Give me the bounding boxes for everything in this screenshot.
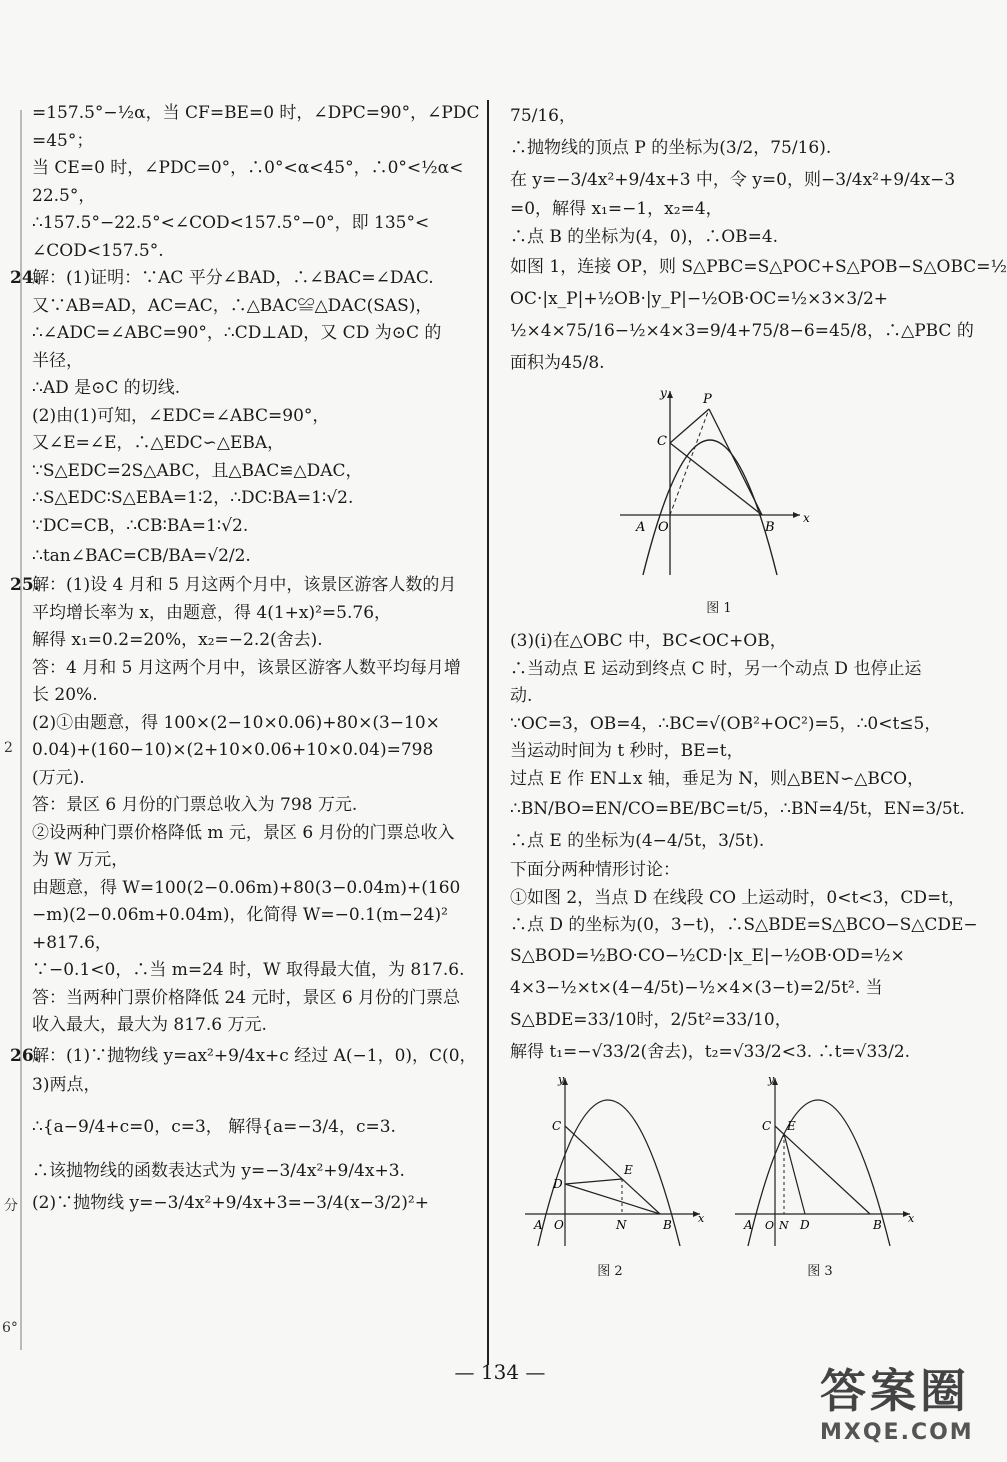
text-line: 过点 E 作 EN⊥x 轴，垂足为 N，则△BEN∽△BCO， — [510, 768, 925, 789]
text-line: 4×3−½×t×(4−4/5t)−½×4×(3−t)=2/5t². 当 — [510, 977, 883, 998]
text-line: 又∠E=∠E，∴△EDC∽△EBA， — [32, 433, 285, 453]
text-line: 0.04)+(160−10)×(2+10×0.06+10×0.04)=798 — [32, 740, 434, 760]
text-line: 下面分两种情形讨论： — [510, 860, 680, 880]
text-line: ∠COD<157.5°. — [32, 240, 164, 261]
figure-1-graph — [510, 385, 928, 585]
text-line: 75/16， — [510, 106, 576, 126]
segment-OP — [670, 409, 709, 515]
label-O: O — [658, 520, 669, 535]
text-line: 当 CE=0 时，∠PDC=0°，∴0°<α<45°，∴0°<½α< — [32, 158, 464, 178]
question-25 — [10, 572, 472, 1040]
page-number: — 134 — — [454, 1360, 546, 1384]
figure-2 — [510, 1074, 710, 1286]
text-line: 平均增长率为 x，由题意，得 4(1+x)²=5.76， — [32, 602, 392, 623]
question-number: 25. — [10, 575, 40, 595]
text-line: 动. — [510, 686, 533, 706]
text-line: OC·|x_P|+½OB·|y_P|−½OB·OC=½×3×3/2+ — [510, 289, 889, 309]
segment-DE — [565, 1179, 622, 1184]
text-line: ∴tan∠BAC=CB/BA=√2/2. — [32, 546, 251, 566]
label-x: x — [698, 1211, 705, 1225]
text-line: 如图 1，连接 OP，则 S△PBC=S△POC+S△POB−S△OBC=½ — [510, 257, 1007, 277]
label-y: y — [558, 1072, 565, 1086]
text-line: ∵DC=CB，∴CB∶BA=1∶√2. — [32, 515, 249, 536]
figure-2-graph — [510, 1074, 710, 1249]
watermark-url: MXQE.COM — [820, 1420, 974, 1445]
text-line: ½×4×75/16−½×4×3=9/4+75/8−6=45/8，∴△PBC 的 — [510, 321, 974, 341]
y-axis-arrow — [667, 391, 673, 398]
text-line: 解得 x₁=0.2=20%，x₂=−2.2(舍去). — [32, 630, 323, 650]
watermark-logo: 答案圈 — [820, 1364, 970, 1418]
label-P: P — [703, 392, 712, 407]
segment-CB — [670, 443, 762, 515]
gutter-mark: 2 — [4, 740, 13, 756]
text-line: ②设两种门票价格降低 m 元，景区 6 月份的门票总收入 — [32, 822, 455, 843]
text-line: 答：4 月和 5 月这两个月中，该景区游客人数平均每月增 — [32, 657, 461, 678]
text-line: 答：当两种门票价格降低 24 元时，景区 6 月份的门票总 — [32, 987, 461, 1008]
text-line: (2)∵抛物线 y=−3/4x²+9/4x+3=−3/4(x−3/2)²+ — [32, 1193, 429, 1213]
figure-1 — [510, 385, 928, 622]
right-column — [510, 100, 1007, 1292]
x-axis-arrow — [793, 512, 800, 518]
label-A: A — [534, 1217, 543, 1232]
gutter-mark: 分 — [4, 1198, 18, 1214]
figure-1-caption: 图 1 — [706, 600, 732, 616]
text-line: ∴当动点 E 运动到终点 C 时，另一个动点 D 也停止运 — [510, 658, 922, 679]
text-line: (2)由(1)可知，∠EDC=∠ABC=90°， — [32, 405, 330, 426]
text-line: ①如图 2，当点 D 在线段 CO 上运动时，0<t<3，CD=t， — [510, 887, 966, 908]
label-D: D — [553, 1176, 563, 1191]
label-A: A — [636, 520, 646, 535]
text-line: 解：(1)∵抛物线 y=ax²+9/4x+c 经过 A(−1，0)，C(0， — [32, 1045, 477, 1066]
text-line: ∴{a−9/4+c=0，c=3， 解得{a=−3/4，c=3. — [32, 1117, 396, 1137]
parabola — [643, 440, 777, 575]
text-line: ∵OC=3，OB=4，∴BC=√(OB²+OC²)=5，∴0<t≤5， — [510, 713, 942, 734]
segment-DB — [565, 1184, 660, 1214]
text-line: −m)(2−0.06m+0.04m)，化简得 W=−0.1(m−24)² — [32, 905, 448, 925]
segment-PB — [709, 409, 762, 515]
label-C: C — [552, 1118, 562, 1133]
text-line: ∵S△EDC=2S△ABC，且△BAC≌△DAC， — [32, 460, 363, 481]
text-line: ∴点 B 的坐标为(4，0)，∴OB=4. — [510, 226, 779, 247]
segment-ED — [784, 1134, 805, 1214]
text-line: 半径， — [32, 350, 83, 371]
text-line: S△BOD=½BO·CO−½CD·|x_E|−½OB·OD=½× — [510, 945, 905, 966]
left-column — [10, 100, 480, 1219]
figure-3-caption: 图 3 — [807, 1264, 833, 1279]
label-N: N — [616, 1217, 627, 1232]
text-line: ∴S△EDC∶S△EBA=1∶2，∴DC∶BA=1∶√2. — [32, 488, 354, 508]
question-number: 26. — [10, 1045, 40, 1066]
text-line: 当运动时间为 t 秒时，BE=t， — [510, 741, 744, 761]
label-D: D — [800, 1217, 810, 1232]
label-y: y — [768, 1072, 775, 1086]
label-E: E — [787, 1118, 796, 1133]
question-26 — [10, 1040, 477, 1220]
text-line: 在 y=−3/4x²+9/4x+3 中，令 y=0，则−3/4x²+9/4x−3 — [510, 170, 956, 190]
text-line: ∴157.5°−22.5°<∠COD<157.5°−0°，即 135°< — [32, 213, 430, 233]
label-x: x — [908, 1211, 915, 1225]
label-B: B — [873, 1217, 882, 1232]
text-line: =0，解得 x₁=−1，x₂=4， — [510, 199, 723, 219]
segment-CB — [565, 1126, 660, 1214]
text-line: ∴点 D 的坐标为(0，3−t)，∴S△BDE=S△BCO−S△CDE− — [510, 915, 978, 935]
label-B: B — [663, 1217, 672, 1232]
text-line: 22.5°， — [32, 185, 96, 206]
text-line: ∴BN/BO=EN/CO=BE/BC=t/5，∴BN=4/5t，EN=3/5t. — [510, 799, 965, 819]
text-line: ∵−0.1<0，∴当 m=24 时，W 取得最大值，为 817.6. — [32, 960, 465, 980]
column-divider — [487, 100, 489, 1365]
label-y: y — [660, 386, 667, 400]
text-line: 为 W 万元， — [32, 850, 129, 870]
text-line: (万元). — [32, 767, 85, 788]
text-line: 3)两点， — [32, 1074, 101, 1095]
text-line: =45°； — [32, 130, 94, 151]
text-line: 解：(1)设 4 月和 5 月这两个月中，该景区游客人数的月 — [32, 575, 457, 595]
gutter-mark: 6° — [2, 1320, 18, 1336]
text-line: ∴该抛物线的函数表达式为 y=−3/4x²+9/4x+3. — [32, 1161, 405, 1181]
figure-3 — [720, 1074, 920, 1286]
text-line: 解得 t₁=−√33/2(舍去)，t₂=√33/2<3. ∴t=√33/2. — [510, 1041, 911, 1062]
text-line: S△BDE=33/10时，2/5t²=33/10， — [510, 1009, 792, 1030]
label-B: B — [765, 520, 775, 535]
binding-gutter-line — [20, 110, 22, 1350]
text-line: =157.5°−½α，当 CF=BE=0 时，∠DPC=90°，∠PDC — [32, 103, 480, 123]
label-C: C — [762, 1118, 772, 1133]
text-line: 长 20%. — [32, 685, 98, 705]
text-line: 答：景区 6 月份的门票总收入为 798 万元. — [32, 795, 358, 815]
text-line: ∴AD 是⊙C 的切线. — [32, 378, 181, 398]
text-line: ∴∠ADC=∠ABC=90°，∴CD⊥AD，又 CD 为⊙C 的 — [32, 323, 442, 343]
segment-CB — [775, 1126, 870, 1214]
text-line: ∴抛物线的顶点 P 的坐标为(3/2，75/16). — [510, 138, 832, 158]
label-E: E — [624, 1162, 633, 1177]
text-line: +817.6， — [32, 932, 112, 953]
label-N: N — [779, 1218, 789, 1232]
text-line: 又∵AB=AD，AC=AC，∴△BAC≌△DAC(SAS)， — [32, 295, 433, 316]
text-line: 收入最大，最大为 817.6 万元. — [32, 1015, 267, 1035]
label-x: x — [803, 511, 810, 525]
figures-2-3 — [510, 1074, 928, 1286]
text-line: 面积为45/8. — [510, 353, 605, 373]
figure-2-caption: 图 2 — [597, 1264, 623, 1279]
text-line: 由题意，得 W=100(2−0.06m)+80(3−0.04m)+(160 — [32, 877, 461, 898]
label-C: C — [657, 434, 667, 449]
text-line: (2)①由题意，得 100×(2−10×0.06)+80×(3−10× — [32, 712, 440, 733]
label-O: O — [765, 1218, 775, 1232]
text-line: ∴点 E 的坐标为(4−4/5t，3/5t). — [510, 831, 765, 851]
label-O: O — [554, 1217, 564, 1232]
text-line: (3)(ⅰ)在△OBC 中，BC<OC+OB， — [510, 631, 787, 651]
question-24 — [10, 265, 472, 572]
label-A: A — [744, 1217, 753, 1232]
figure-3-graph — [720, 1074, 920, 1249]
text-line: 解：(1)证明：∵AC 平分∠BAD，∴∠BAC=∠DAC. — [32, 268, 434, 288]
question-number: 24. — [10, 268, 40, 288]
